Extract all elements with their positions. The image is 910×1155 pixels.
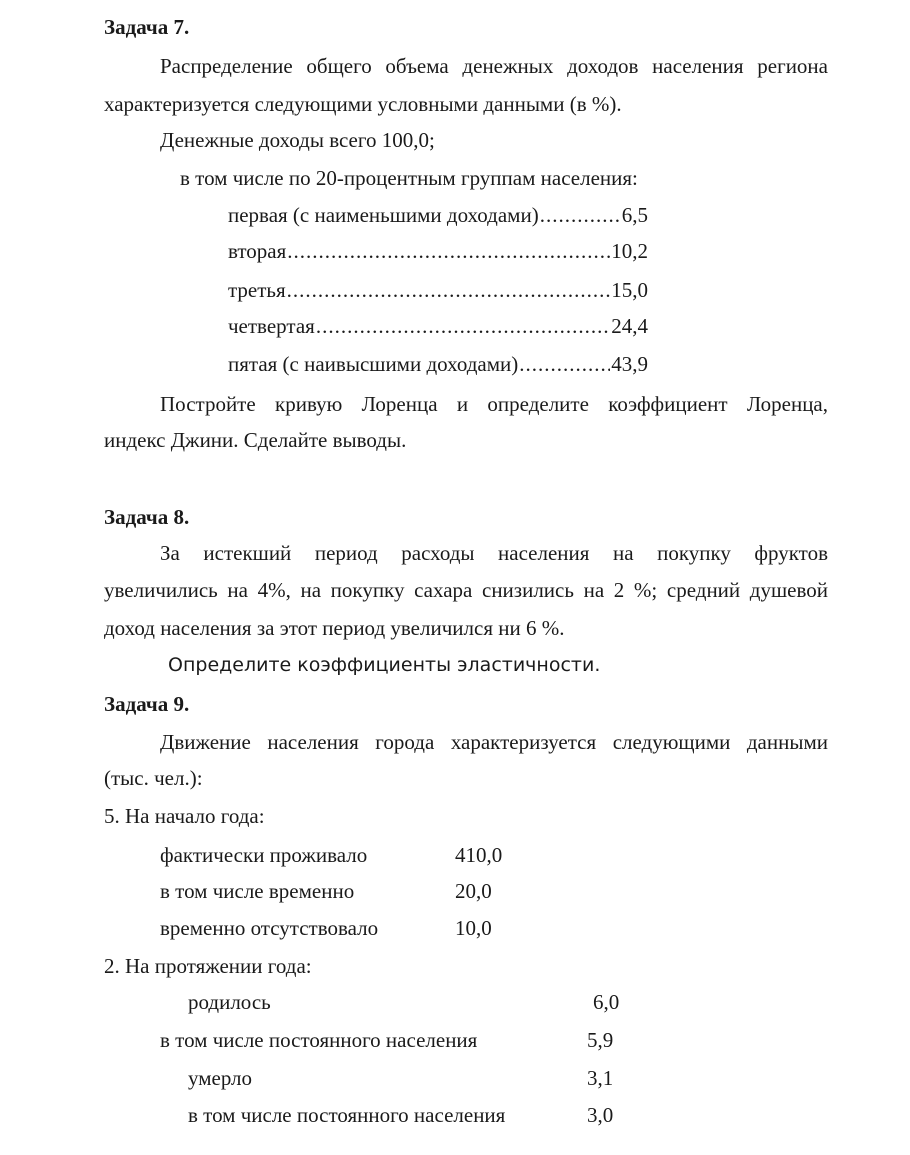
group-label: пятая (с наивысшими доходами) <box>228 352 519 376</box>
task9-section1-title: 5. На начало года: <box>104 804 265 828</box>
leader-dots <box>519 354 610 375</box>
task7-group-row <box>228 241 648 262</box>
section1-row-value: 410,0 <box>455 843 503 867</box>
section2-row-value: 3,1 <box>587 1066 614 1090</box>
task7-intro-line2: характеризуется следующими условными данными (в %). <box>104 92 622 116</box>
task7-heading: Задача 7. <box>104 15 190 39</box>
task8-heading: Задача 8. <box>104 505 190 529</box>
section2-row-label: в том числе постоянного населения <box>160 1028 478 1052</box>
leader-dots <box>287 241 610 262</box>
task7-group-row <box>228 316 648 337</box>
leader-dots <box>540 205 621 226</box>
section2-row-value: 5,9 <box>587 1028 614 1052</box>
section2-row-label: родилось <box>188 990 271 1014</box>
task9-intro-line2: (тыс. чел.): <box>104 766 203 790</box>
task7-question-line2: индекс Джини. Сделайте выводы. <box>104 428 407 452</box>
section1-row-value: 10,0 <box>455 916 492 940</box>
task7-group-row <box>228 354 648 375</box>
task7-subheader: в том числе по 20-процентным группам населения: <box>180 166 638 190</box>
section2-row-value: 6,0 <box>593 990 620 1014</box>
task7-intro-line1: Распределение общего объема денежных доходов населения региона <box>160 54 828 78</box>
section1-row-value: 20,0 <box>455 879 492 903</box>
section2-row-value: 3,0 <box>587 1103 614 1127</box>
section1-row-label: в том числе временно <box>160 879 355 903</box>
task7-total: Денежные доходы всего 100,0; <box>160 128 435 152</box>
task8-question: Определите коэффициенты эластичности. <box>168 654 601 676</box>
leader-dots <box>287 280 611 301</box>
group-label: третья <box>228 278 286 302</box>
group-value: 6,5 <box>621 203 648 227</box>
task8-line2: увеличились на 4%, на покупку сахара снизились на 2 %; средний душевой <box>104 578 828 602</box>
task7-group-row <box>228 280 648 301</box>
task8-line3: доход населения за этот период увеличился ни 6 %. <box>104 616 565 640</box>
task9-heading: Задача 9. <box>104 692 190 716</box>
leader-dots <box>316 316 610 337</box>
task9-intro-line1: Движение населения города характеризуется следующими данными <box>160 730 828 754</box>
task8-line1: За истекший период расходы населения на покупку фруктов <box>160 541 828 565</box>
group-value: 43,9 <box>611 352 648 376</box>
group-value: 10,2 <box>611 239 648 263</box>
section1-row-label: фактически проживало <box>160 843 368 867</box>
section2-row-label: умерло <box>188 1066 253 1090</box>
section1-row-label: временно отсутствовало <box>160 916 379 940</box>
task7-group-row <box>228 205 648 226</box>
group-label: вторая <box>228 239 287 263</box>
group-label: первая (с наименьшими доходами) <box>228 203 539 227</box>
group-value: 24,4 <box>611 314 648 338</box>
section2-row-label: в том числе постоянного населения <box>188 1103 506 1127</box>
group-value: 15,0 <box>611 278 648 302</box>
group-label: четвертая <box>228 314 315 338</box>
task7-question-line1: Постройте кривую Лоренца и определите коэффициент Лоренца, <box>160 392 828 416</box>
task9-section2-title: 2. На протяжении года: <box>104 954 312 978</box>
